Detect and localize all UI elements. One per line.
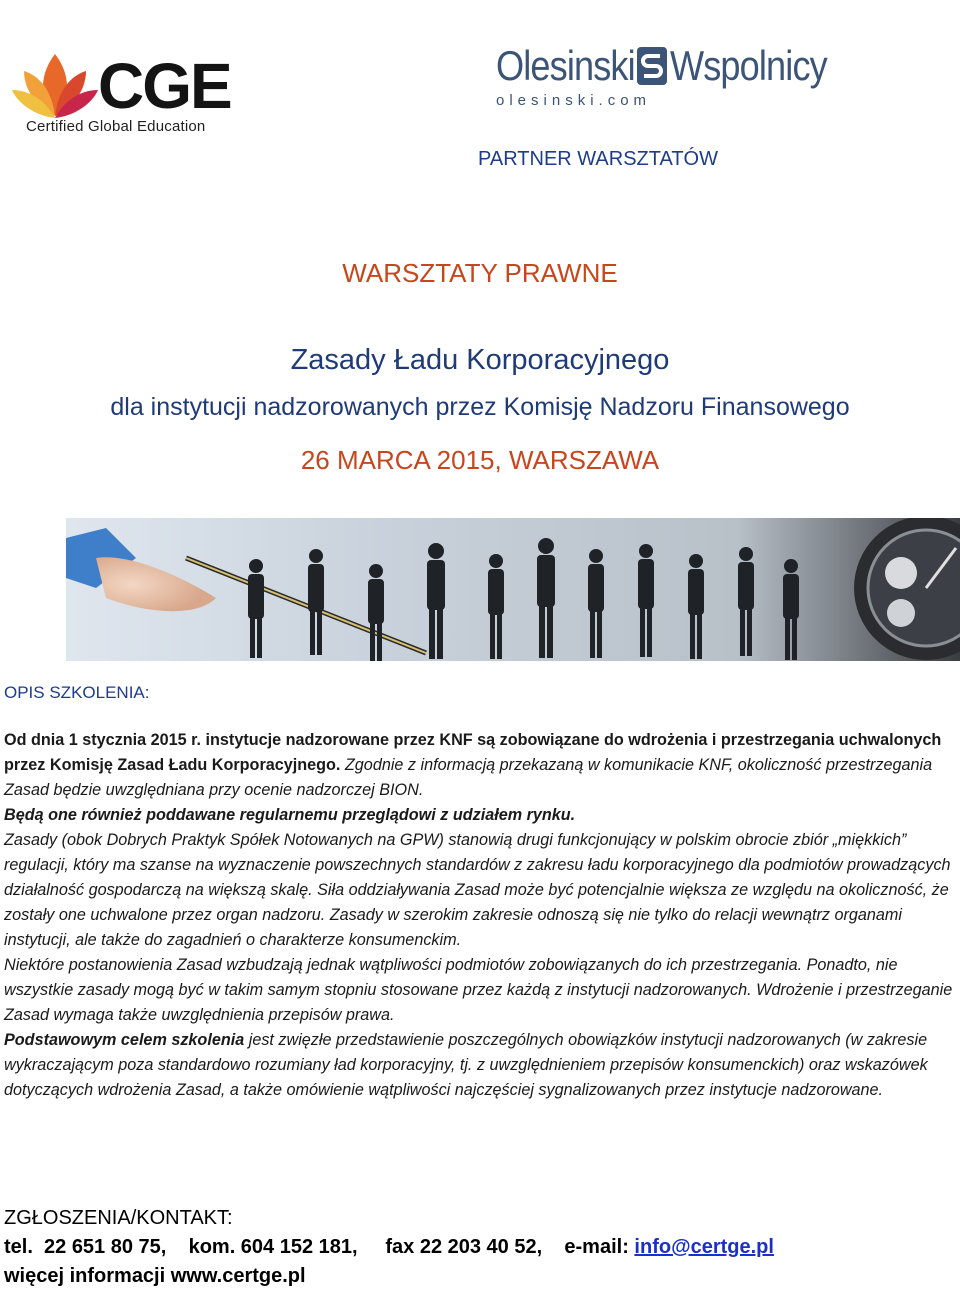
cge-logo-subtitle: Certified Global Education [26, 118, 206, 135]
description-body [4, 728, 956, 1103]
olesinski-logo-text-2: Wspolnicy [670, 42, 827, 89]
cge-logo-text: CGE [98, 50, 231, 122]
cge-logo [10, 40, 231, 140]
workshop-subtitle-line1: Zasady Ładu Korporacyjnego [290, 344, 670, 376]
email-link[interactable]: info@certge.pl [634, 1236, 774, 1258]
lotus-icon [10, 46, 100, 126]
paragraph-4-rest: jest zwięzłe przedstawienie poszczególnych obowiązków instytucji nadzorowanych (w zakresie wykraczającym poza standardowo rozumiany ład korporacyjny, tj. z uwzględnieniem przepisów konsumenckich) oraz wskazówek dotyczących wdrożenia Zasad, a także omówienie wątpliwości najczęściej sygnalizowanych przez instytucje nadzorowane. [4, 1031, 928, 1099]
paragraph-1-bold: Od dnia 1 stycznia 2015 r. instytucje nadzorowane przez KNF są zobowiązane do wdrożenia i przestrzegania uchwalonych przez Komisję Zasad Ładu Korporacyjnego. [4, 731, 942, 774]
paragraph-3: Niektóre postanowienia Zasad wzbudzają jednak wątpliwości podmiotów zobowiązanych do ich przestrzegania. Ponadto, nie wszystkie zasady mogą być w takim samym stopniu stosowane przez każdą z instytucji nadzorowanych. Wdrożenie i przestrzeganie Zasad wymaga także uwzględnienia przepisów prawa. [4, 956, 953, 1024]
paragraph-4 [4, 1028, 956, 1103]
section-label: OPIS SZKOLENIA: [4, 683, 150, 702]
paragraph-1 [4, 728, 956, 828]
olesinski-logo-text-1: Olesinski [496, 42, 635, 89]
contact-details [4, 1236, 774, 1259]
partner-label: PARTNER WARSZTATÓW [478, 148, 718, 170]
contact-phones: tel. 22 651 80 75, kom. 604 152 181, fax 22 203 40 52, e-mail: [4, 1236, 635, 1258]
more-info: więcej informacji www.certge.pl [4, 1265, 306, 1287]
paragraph-1-bold-italic: Będą one również poddawane regularnemu przeglądowi z udziałem rynku. [4, 806, 576, 824]
olesinski-logo-url: olesinski.com [496, 92, 652, 109]
paragraph-1-italic: Zgodnie z informacją przekazaną w komunikacie KNF, okoliczność przestrzegania Zasad będzie uwzględniana przy ocenie nadzorczej BION. [4, 756, 933, 799]
contact-heading: ZGŁOSZENIA/KONTAKT: [4, 1207, 233, 1229]
workshop-subtitle-line2: dla instytucji nadzorowanych przez Komisję Nadzoru Finansowego [110, 393, 850, 421]
paragraph-4-bold: Podstawowym celem szkolenia [4, 1031, 245, 1049]
paragraph-2: Zasady (obok Dobrych Praktyk Spółek Notowanych na GPW) stanowią drugi funkcjonujący w polskim obrocie zbiór „miękkich” regulacji, który ma szanse na wyznaczenie powszechnych standardów z zakresu ładu korporacyjnego dla podmiotów prowadzących działalność gospodarczą na większą skalę. Siła oddziaływania Zasad może być potencjalnie większa ze względu na okoliczność, że zostały one uchwalone przez organ nadzoru. Zasady w szerokim zakresie odnoszą się nie tylko do relacji wewnątrz organami instytucji, ale także do zagadnień o charakterze konsumenckim. [4, 831, 951, 949]
banner-image [66, 518, 960, 661]
workshop-title: WARSZTATY PRAWNE [342, 258, 618, 288]
olesinski-logo [494, 40, 844, 115]
workshop-date: 26 MARCA 2015, WARSZAWA [300, 445, 660, 475]
olesinski-emblem-icon [636, 46, 668, 86]
